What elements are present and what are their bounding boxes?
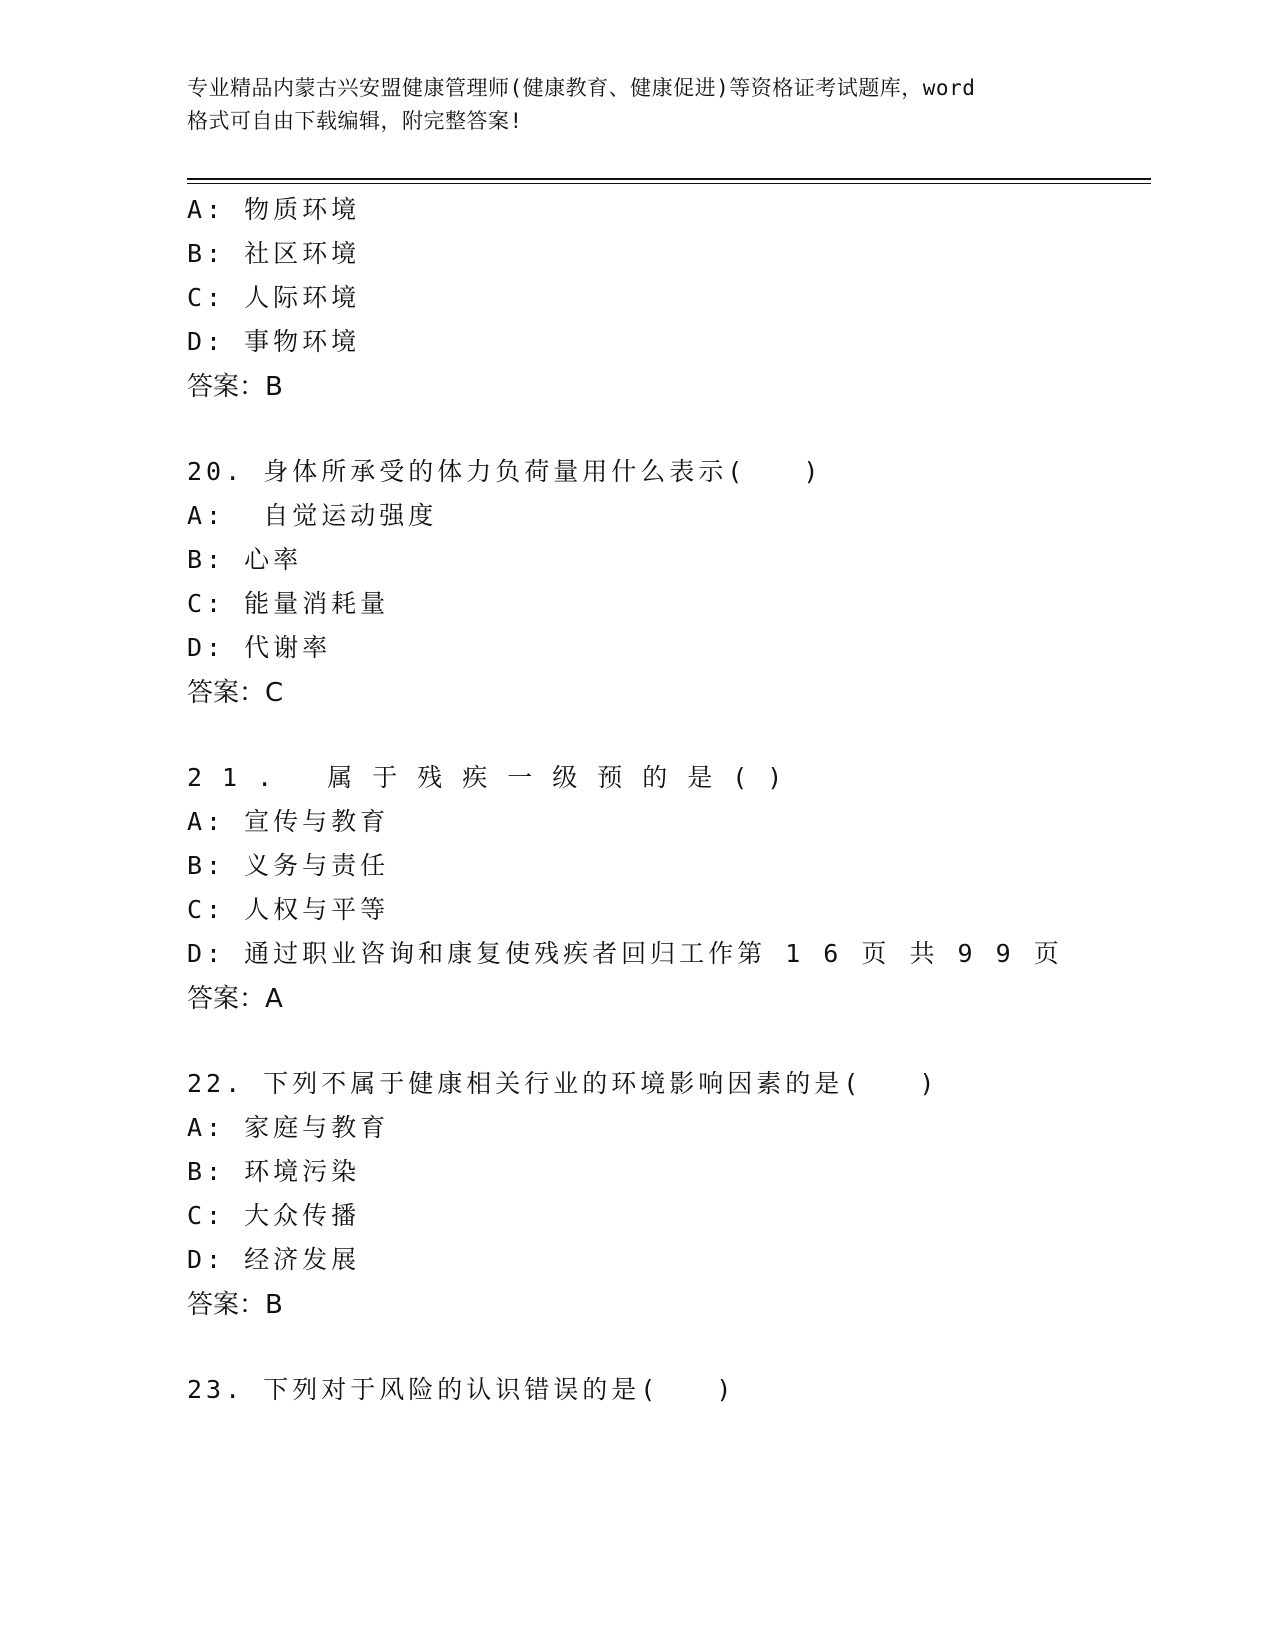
q20-answer: 答案：C	[187, 678, 284, 708]
q21-option-c: C: 人权与平等	[187, 895, 390, 924]
q22-option-a: A: 家庭与教育	[187, 1113, 390, 1142]
q21-question: 21. 属于残疾一级预的是()	[187, 763, 803, 792]
header-rule-thick	[187, 178, 1151, 180]
q19-option-c: C: 人际环境	[187, 283, 361, 312]
q21-answer: 答案：A	[187, 984, 283, 1014]
header-line-2: 格式可自由下载编辑，附完整答案!	[187, 109, 523, 133]
q22-answer: 答案：B	[187, 1290, 283, 1320]
q22-option-b: B: 环境污染	[187, 1157, 361, 1186]
q22-option-d: D: 经济发展	[187, 1245, 361, 1274]
q20-question: 20. 身体所承受的体力负荷量用什么表示( )	[187, 457, 823, 486]
q22-option-c: C: 大众传播	[187, 1201, 361, 1230]
q22-question: 22. 下列不属于健康相关行业的环境影响因素的是( )	[187, 1069, 939, 1098]
q23-question: 23. 下列对于风险的认识错误的是( )	[187, 1375, 736, 1404]
q20-option-d: D: 代谢率	[187, 633, 332, 662]
q20-option-b: B: 心率	[187, 545, 303, 574]
header-rule-thin	[187, 183, 1151, 184]
q20-option-c: C: 能量消耗量	[187, 589, 390, 618]
q21-option-d: D: 通过职业咨询和康复使残疾者回归工作第 1 6 页 共 9 9 页	[187, 939, 1063, 968]
document-header	[187, 72, 1087, 138]
q20-option-a: A: 自觉运动强度	[187, 501, 438, 530]
header-line-1: 专业精品内蒙古兴安盟健康管理师(健康教育、健康促进)等资格证考试题库，word	[187, 76, 976, 100]
q19-option-d: D: 事物环境	[187, 327, 361, 356]
q19-option-a: A: 物质环境	[187, 195, 361, 224]
q21-option-b: B: 义务与责任	[187, 851, 390, 880]
q21-option-a: A: 宣传与教育	[187, 807, 390, 836]
q19-option-b: B: 社区环境	[187, 239, 361, 268]
q19-answer: 答案：B	[187, 372, 283, 402]
